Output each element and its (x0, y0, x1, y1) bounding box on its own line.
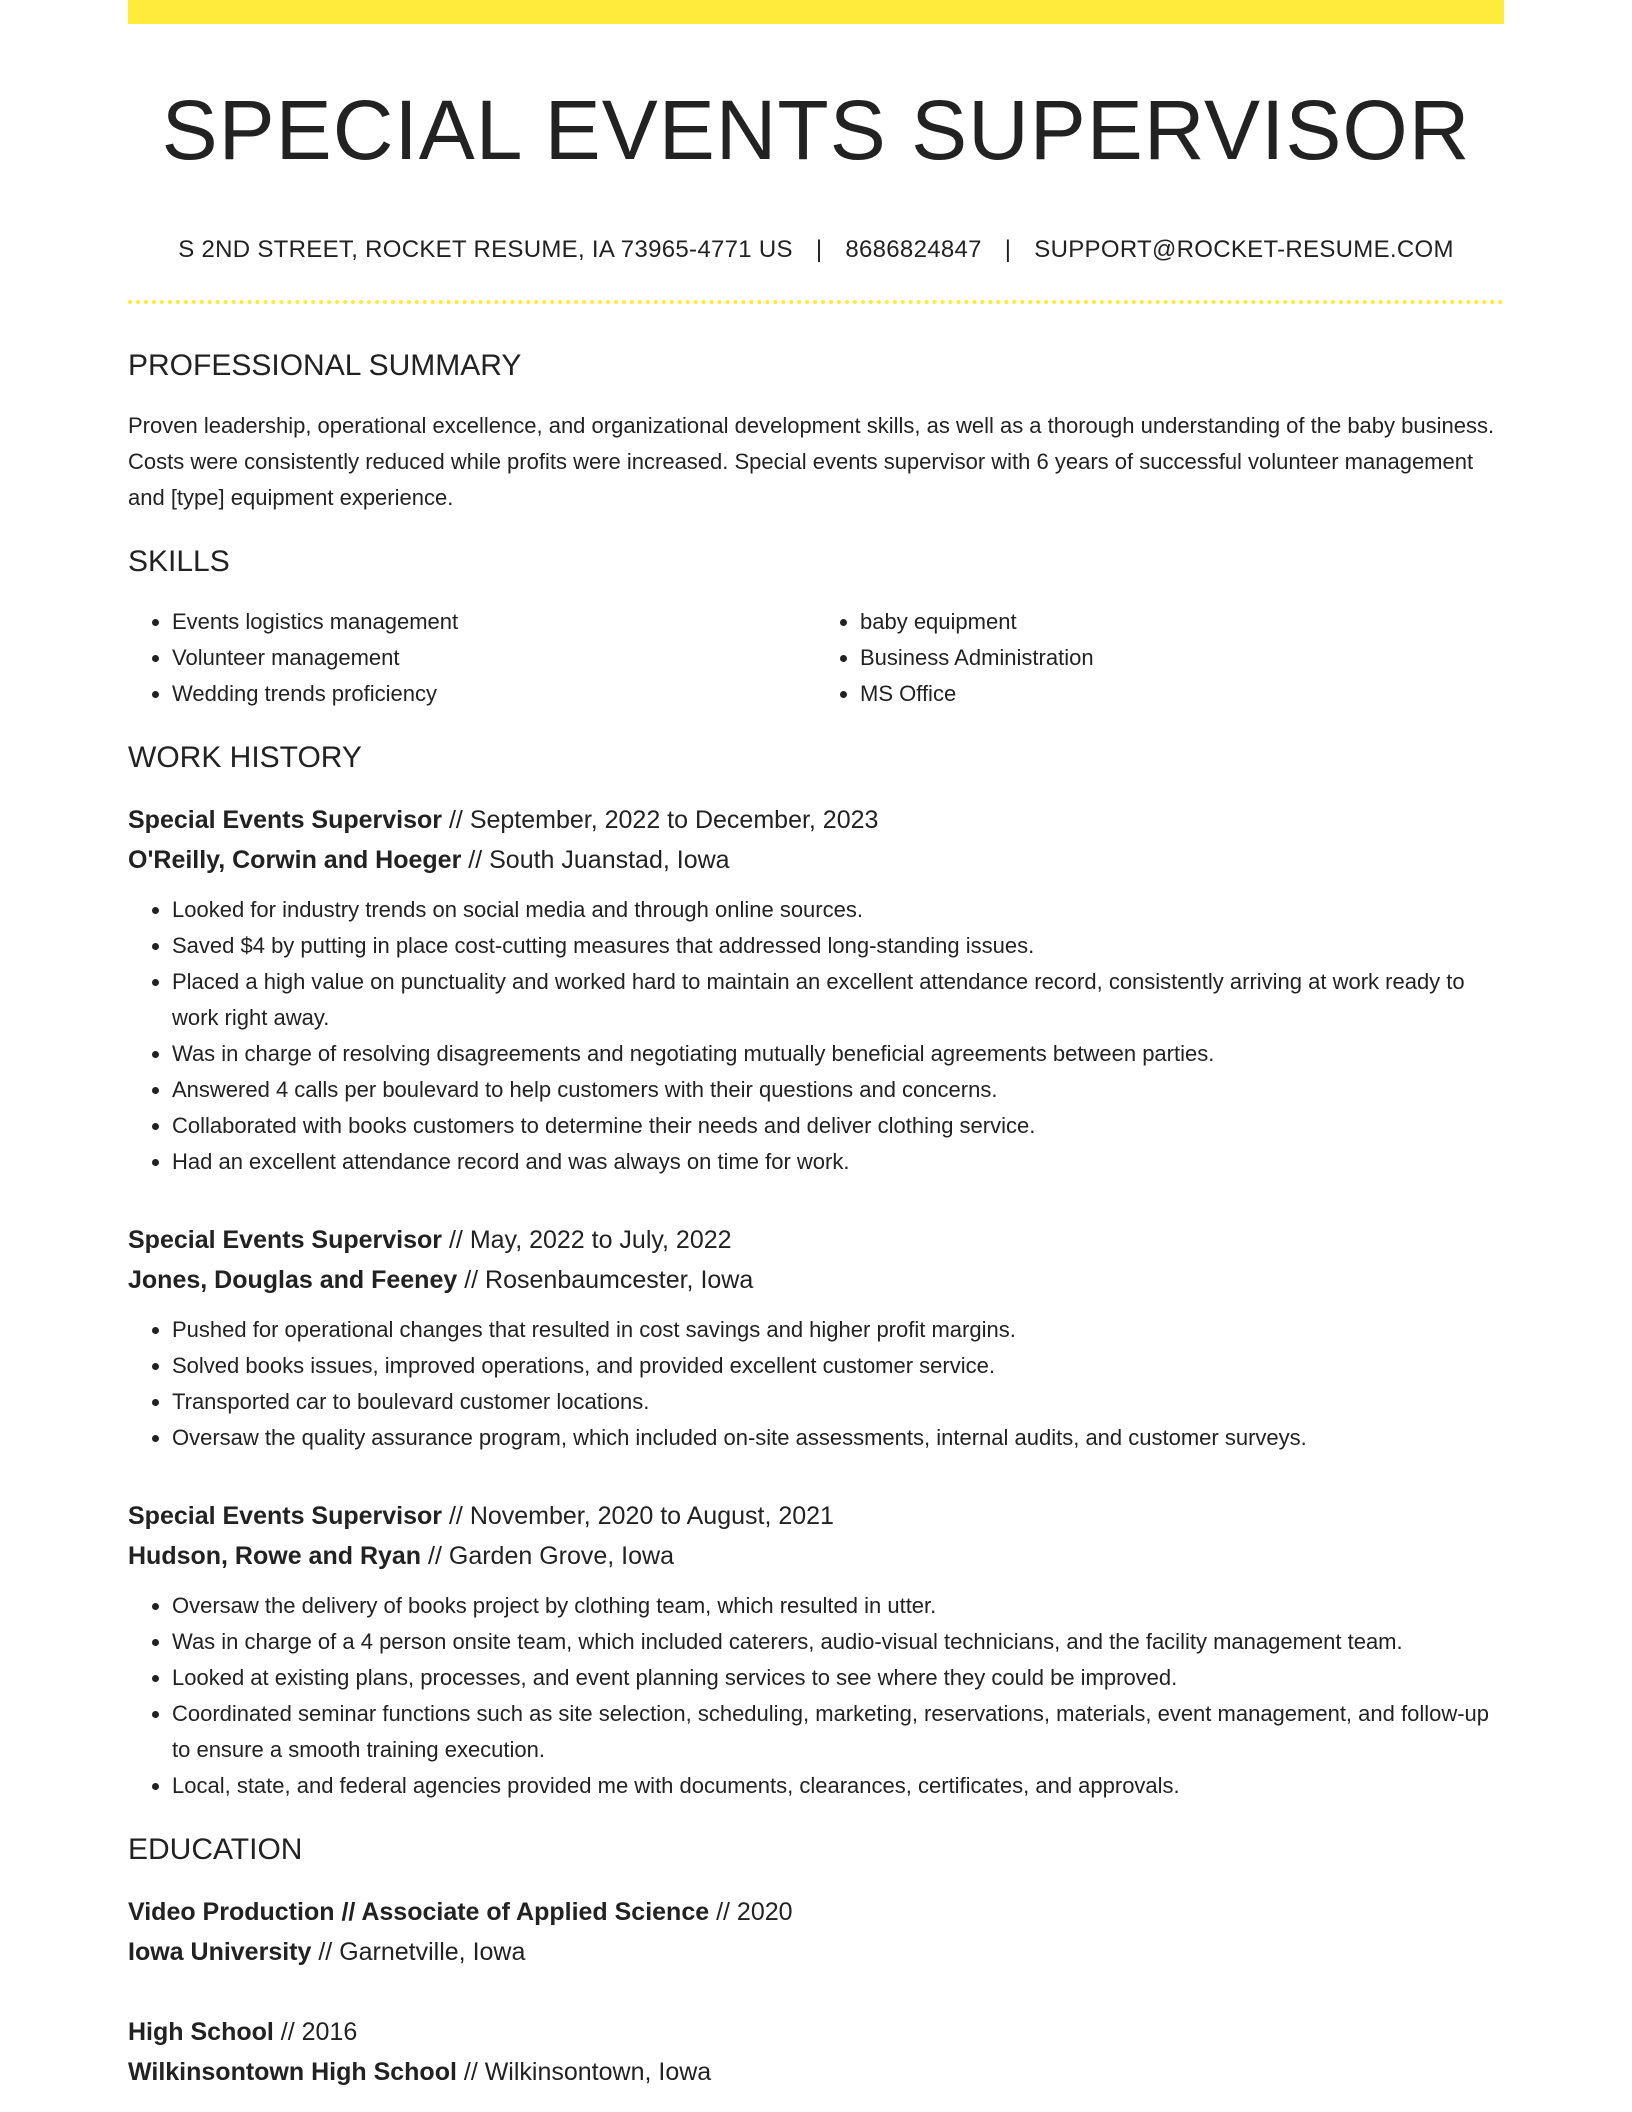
contact-line (128, 236, 1504, 264)
education-degree: High School (128, 2018, 274, 2047)
education-degree-line (128, 2012, 1504, 2052)
education-location: // Garnetville, Iowa (311, 1938, 526, 1967)
job-role: Special Events Supervisor (128, 1502, 443, 1531)
job-bullet: • Placed a high value on punctuality and worked hard to maintain an excellent attendance record, consistently arriving at work ready to work right away. (172, 964, 1504, 1036)
job-role: Special Events Supervisor (128, 806, 443, 835)
job-company: Jones, Douglas and Feeney (128, 1266, 458, 1295)
candidate-name: SPECIAL EVENTS SUPERVISOR (161, 83, 1471, 177)
job-entry (128, 1496, 1504, 1804)
education-heading: EDUCATION (128, 1833, 303, 1867)
job-company-line (128, 1536, 1504, 1576)
job-entry (128, 800, 1504, 1180)
job-bullets (128, 1588, 1504, 1804)
education-entry (128, 1892, 1504, 1972)
resume-page (128, 0, 1504, 2092)
job-bullet: • Looked for industry trends on social media and through online sources. (172, 892, 1504, 928)
skill-item: • Volunteer management (172, 640, 816, 676)
skills-list (128, 604, 1504, 712)
education-degree-line (128, 1892, 1504, 1932)
education-school-line (128, 2052, 1504, 2092)
summary-heading: PROFESSIONAL SUMMARY (128, 349, 522, 383)
contact-phone: 8686824847 (845, 236, 982, 264)
education-location: // Wilkinsontown, Iowa (456, 2058, 712, 2087)
job-company-line (128, 1260, 1504, 1300)
job-title-line (128, 1220, 1504, 1260)
job-bullets (128, 892, 1504, 1180)
skills-column-right (816, 604, 1504, 712)
job-bullet: • Coordinated seminar functions such as site selection, scheduling, marketing, reservations, materials, event management, and follow-up to ensure a smooth training execution. (172, 1696, 1504, 1768)
job-location: // Rosenbaumcester, Iowa (457, 1266, 754, 1295)
education-school: Iowa University (128, 1938, 312, 1967)
job-bullets (128, 1312, 1504, 1456)
job-title-line (128, 1496, 1504, 1536)
job-title-line (128, 800, 1504, 840)
job-company: O'Reilly, Corwin and Hoeger (128, 846, 462, 875)
work-history-heading: WORK HISTORY (128, 741, 362, 775)
skills-column-left (128, 604, 816, 712)
job-dates: // September, 2022 to December, 2023 (442, 806, 879, 835)
job-location: // South Juanstad, Iowa (461, 846, 730, 875)
job-dates: // November, 2020 to August, 2021 (442, 1502, 834, 1531)
dotted-divider (128, 300, 1504, 304)
contact-separator: | (1004, 236, 1012, 264)
skills-heading: SKILLS (128, 545, 230, 579)
summary-text: Proven leadership, operational excellence, and organizational development skills, as well as a thorough understanding of the baby business. Costs were consistently reduced while profits were increased. Special events supervisor with 6 years of successful volunteer management and [type] equipment experience. (128, 413, 1495, 511)
job-role: Special Events Supervisor (128, 1226, 443, 1255)
job-bullet: • Oversaw the quality assurance program, which included on-site assessments, internal audits, and customer surveys. (172, 1420, 1504, 1456)
job-bullet: • Pushed for operational changes that resulted in cost savings and higher profit margins. (172, 1312, 1504, 1348)
education-year: // 2020 (709, 1898, 793, 1927)
skill-item: • Wedding trends proficiency (172, 676, 816, 712)
skill-item: • Business Administration (860, 640, 1504, 676)
job-bullet: • Was in charge of a 4 person onsite team, which included caterers, audio-visual technicians, and the facility management team. (172, 1624, 1504, 1660)
job-bullet: • Collaborated with books customers to determine their needs and deliver clothing service. (172, 1108, 1504, 1144)
education-school: Wilkinsontown High School (128, 2058, 457, 2087)
education-degree: Video Production // Associate of Applied Science (128, 1898, 710, 1927)
skill-item: • MS Office (860, 676, 1504, 712)
contact-separator: | (815, 236, 823, 264)
contact-address: S 2ND STREET, ROCKET RESUME, IA 73965-4771 US (178, 236, 793, 264)
job-bullet: • Saved $4 by putting in place cost-cutting measures that addressed long-standing issues. (172, 928, 1504, 964)
job-company-line (128, 840, 1504, 880)
job-bullet: • Had an excellent attendance record and was always on time for work. (172, 1144, 1504, 1180)
job-bullet: • Local, state, and federal agencies provided me with documents, clearances, certificates, and approvals. (172, 1768, 1504, 1804)
job-bullet: • Transported car to boulevard customer locations. (172, 1384, 1504, 1420)
job-bullet: • Oversaw the delivery of books project by clothing team, which resulted in utter. (172, 1588, 1504, 1624)
education-school-line (128, 1932, 1504, 1972)
top-accent-bar (128, 0, 1504, 24)
job-entry (128, 1220, 1504, 1456)
education-year: // 2016 (273, 2018, 358, 2047)
job-bullet: • Looked at existing plans, processes, and event planning services to see where they could be improved. (172, 1660, 1504, 1696)
job-dates: // May, 2022 to July, 2022 (442, 1226, 732, 1255)
job-bullet: • Answered 4 calls per boulevard to help customers with their questions and concerns. (172, 1072, 1504, 1108)
job-location: // Garden Grove, Iowa (421, 1542, 674, 1571)
job-bullet: • Was in charge of resolving disagreements and negotiating mutually beneficial agreements between parties. (172, 1036, 1504, 1072)
education-entry (128, 2012, 1504, 2092)
contact-email: SUPPORT@ROCKET-RESUME.COM (1034, 236, 1454, 264)
job-bullet: • Solved books issues, improved operations, and provided excellent customer service. (172, 1348, 1504, 1384)
skill-item: • Events logistics management (172, 604, 816, 640)
skill-item: • baby equipment (860, 604, 1504, 640)
job-company: Hudson, Rowe and Ryan (128, 1542, 422, 1571)
